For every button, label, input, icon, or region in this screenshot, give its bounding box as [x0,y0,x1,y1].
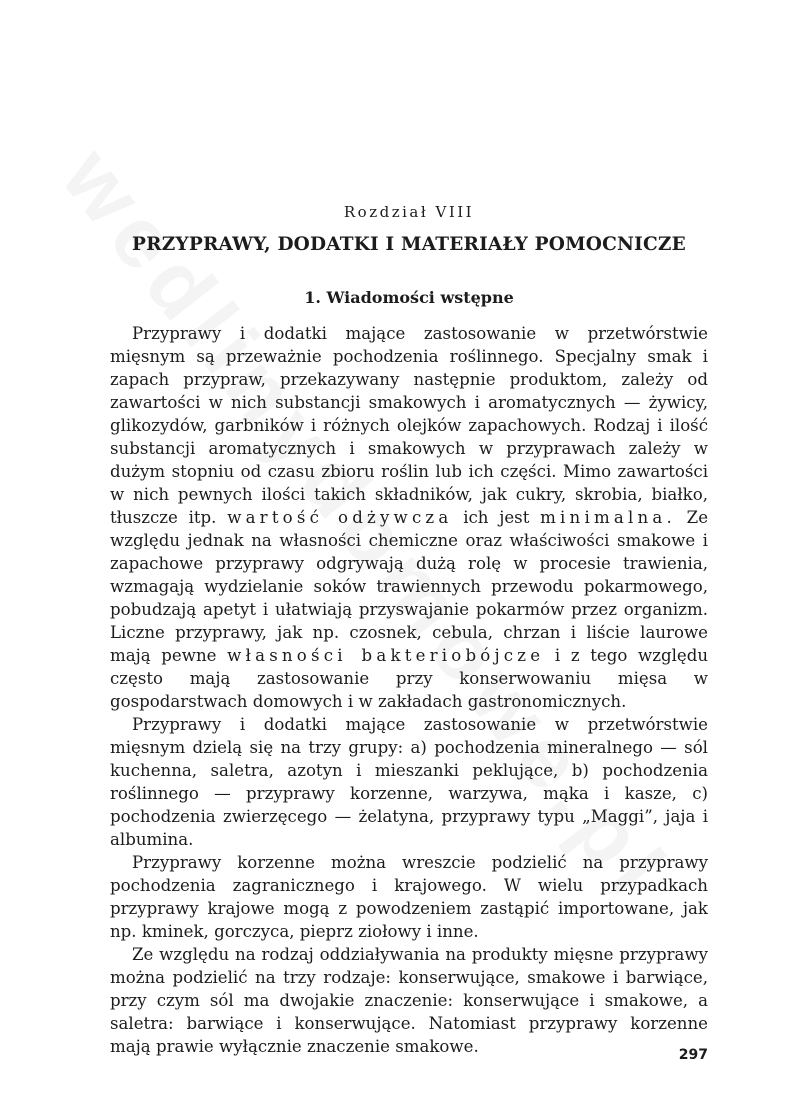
emphasis-minimal: minimalna. [540,508,676,527]
paragraph-1-text-a: Przyprawy i dodatki mające zastosowanie w przetwórstwie mięsnym są przeważnie pochodzenia roślinnego. Specjalny smak i zapach przypraw, przekazywany następnie produktom, zależy od zawartości w nich substancji smakowych i aromatycznych — żywicy, glikozydów, garbników i różnych olejków zapachowych. Rodzaj i ilość substancji aromatycznych i smakowych w przyprawach zależy w dużym stopniu od czasu zbioru roślin lub ich części. Mimo zawartości w nich pewnych ilości takich składników, jak cukry, skrobia, białko, tłuszcze itp. [110,324,708,527]
paragraph-2: Przyprawy i dodatki mające zastosowanie w przetwórstwie mięsnym dzielą się na trzy grupy: a) pochodzenia mineralnego — sól kuchenna, saletra, azotyn i mieszanki peklujące, b) pochodzenia roślinnego — przyprawy korzenne, warzywa, mąka i kasze, c) pochodzenia zwierzęcego — żelatyna, przyprawy typu „Maggi”, jaja i albumina. [110,715,708,849]
page-number: 297 [678,1047,708,1063]
section-title: 1. Wiadomości wstępne [304,288,514,307]
paragraph-1-text-b: ich jest [463,508,530,527]
paragraph-3: Przyprawy korzenne można wreszcie podzielić na przyprawy pochodzenia zagranicznego i krajowego. W wielu przypadkach przyprawy krajowe mogą z powodzeniem zastąpić importowane, jak np. kminek, gorczyca, pieprz ziołowy i inne. [110,853,708,941]
chapter-title: PRZYPRAWY, DODATKI I MATERIAŁY POMOCNICZE [132,234,686,255]
paragraph-1-text-d: i z tego względu często mają zastosowanie przy konserwowaniu mięsa w gospodarstwach domowych i w zakładach gastronomicznych. [110,646,709,711]
paragraph-4: Ze względu na rodzaj oddziaływania na produkty mięsne przyprawy można podzielić na trzy rodzaje: konserwujące, smakowe i barwiące, przy czym sól ma dwojakie znaczenie: konserwujące i smakowe, a saletra: barwiące i konserwujące. Natomiast przyprawy korzenne mają prawie wyłącznie znaczenie smakowe. [110,945,708,1056]
emphasis-nutritional-value: wartość odżywcza [227,508,453,527]
chapter-label: Rozdział VIII [343,203,475,221]
body-text [110,322,708,1058]
paragraph-1-text-c: Ze względu jednak na własności chemiczne oraz właściwości smakowe i zapachowe przyprawy odgrywają dużą rolę w procesie trawienia, wzmagają wydzielanie soków trawiennych przewodu pokarmowego, pobudzają apetyt i ułatwiają przyswajanie pokarmów przez organizm. Liczne przyprawy, jak np. czosnek, cebula, chrzan i liście laurowe mają pewne [110,508,709,665]
paragraph-1 [110,322,708,713]
emphasis-bactericidal: własności bakteriobójcze [227,646,545,665]
